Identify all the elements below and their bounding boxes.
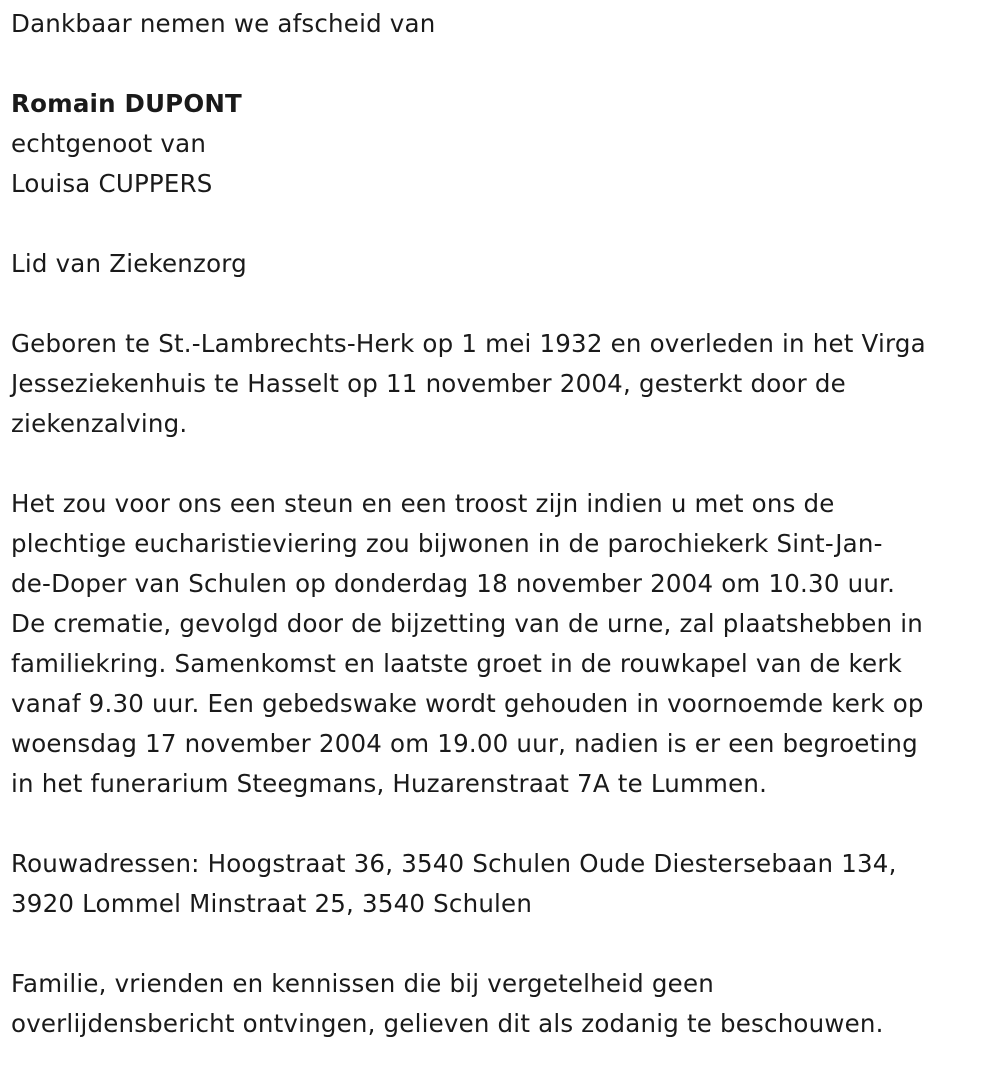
ceremony-paragraph bbox=[11, 484, 996, 804]
membership-text: Lid van Ziekenzorg bbox=[11, 249, 247, 278]
birth-death-paragraph bbox=[11, 324, 996, 444]
relation-text: echtgenoot van bbox=[11, 129, 207, 158]
closing-paragraph bbox=[11, 964, 996, 1044]
spouse-name: Louisa CUPPERS bbox=[11, 169, 213, 198]
text-line: in het funerarium Steegmans, Huzarenstraat 7A te Lummen. bbox=[11, 769, 768, 798]
text-line: Rouwadressen: Hoogstraat 36, 3540 Schulen Oude Diestersebaan 134, bbox=[11, 849, 897, 878]
text-line: de-Doper van Schulen op donderdag 18 november 2004 om 10.30 uur. bbox=[11, 569, 896, 598]
text-line: De crematie, gevolgd door de bijzetting van de urne, zal plaatshebben in bbox=[11, 609, 923, 638]
text-line: overlijdensbericht ontvingen, gelieven dit als zodanig te beschouwen. bbox=[11, 1009, 884, 1038]
text-line: Het zou voor ons een steun en een troost zijn indien u met ons de bbox=[11, 489, 835, 518]
spacer bbox=[11, 204, 996, 244]
text-line: plechtige eucharistieviering zou bijwonen in de parochiekerk Sint-Jan- bbox=[11, 529, 883, 558]
spacer bbox=[11, 924, 996, 964]
death-notice bbox=[11, 4, 996, 1044]
text-line: Familie, vrienden en kennissen die bij vergetelheid geen bbox=[11, 969, 714, 998]
deceased-name: Romain DUPONT bbox=[11, 89, 242, 118]
spacer bbox=[11, 44, 996, 84]
spacer bbox=[11, 804, 996, 844]
text-line: vanaf 9.30 uur. Een gebedswake wordt gehouden in voornoemde kerk op bbox=[11, 689, 924, 718]
text-line: Geboren te St.-Lambrechts-Herk op 1 mei 1932 en overleden in het Virga bbox=[11, 329, 926, 358]
text-line: Jesseziekenhuis te Hasselt op 11 november 2004, gesterkt door de bbox=[11, 369, 846, 398]
text-line: ziekenzalving. bbox=[11, 409, 188, 438]
text-line: 3920 Lommel Minstraat 25, 3540 Schulen bbox=[11, 889, 533, 918]
spacer bbox=[11, 444, 996, 484]
text-line: woensdag 17 november 2004 om 19.00 uur, nadien is er een begroeting bbox=[11, 729, 918, 758]
spacer bbox=[11, 284, 996, 324]
intro-text: Dankbaar nemen we afscheid van bbox=[11, 9, 436, 38]
text-line: familiekring. Samenkomst en laatste groet in de rouwkapel van de kerk bbox=[11, 649, 902, 678]
addresses-paragraph bbox=[11, 844, 996, 924]
